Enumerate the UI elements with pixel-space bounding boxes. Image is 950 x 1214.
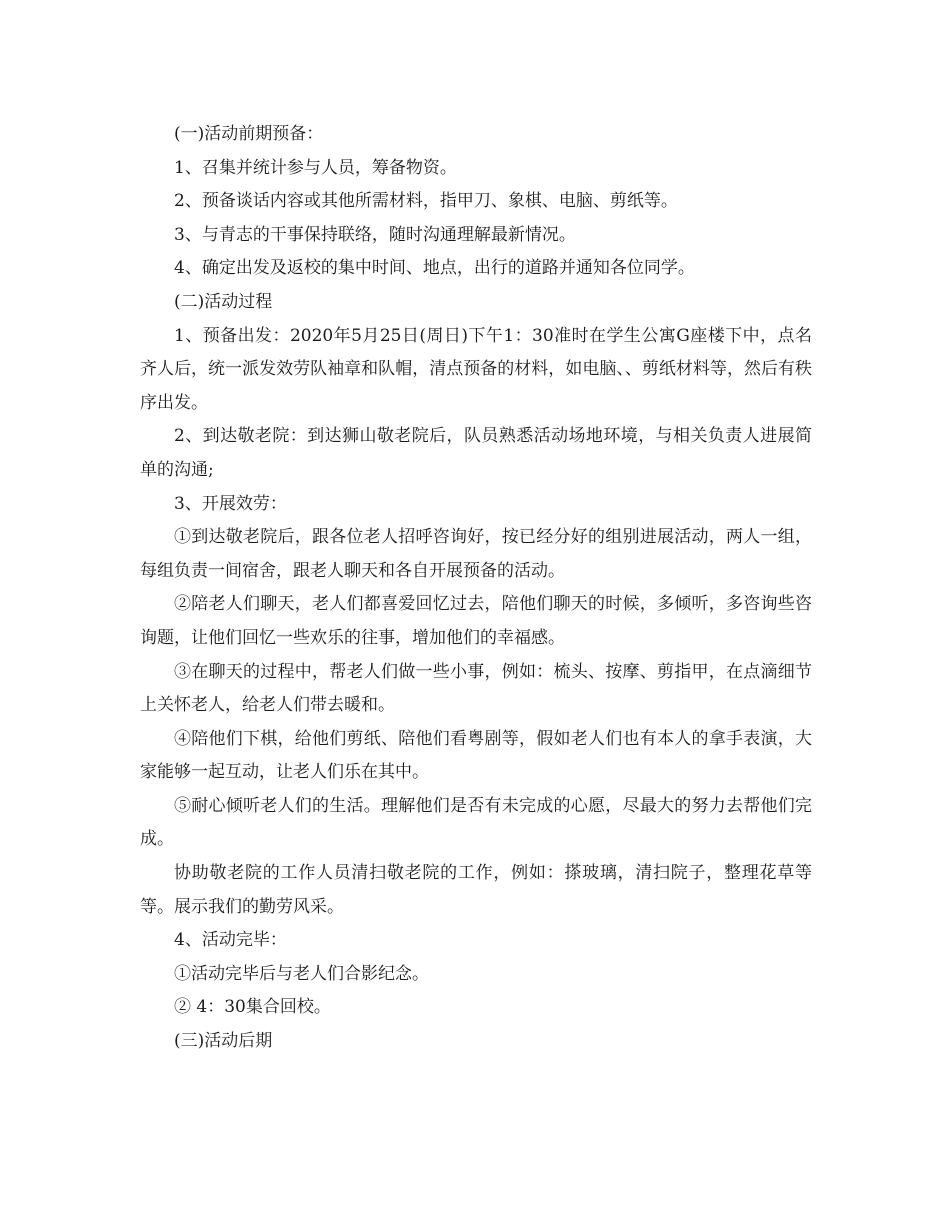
paragraph: 4、确定出发及返校的集中时间、地点，出行的道路并通知各位同学。 (174, 258, 695, 279)
document-page (140, 118, 812, 1059)
paragraph: 2、预备谈话内容或其他所需材料，指甲刀、象棋、电脑、剪纸等。 (174, 191, 678, 212)
paragraph: 3、开展效劳： (174, 493, 287, 514)
section-heading-process: (二)活动过程 (174, 291, 273, 312)
paragraph: 4、活动完毕： (174, 930, 287, 951)
paragraph: ②陪老人们聊天，老人们都喜爱回忆过去，陪他们聊天的时候，多倾听，多咨询些咨询题，让他们回忆一些欢乐的往事，增加他们的幸福感。 (140, 594, 812, 648)
paragraph: ④陪他们下棋，给他们剪纸、陪他们看粤剧等，假如老人们也有本人的拿手表演，大家能够一起互动，让老人们乐在其中。 (140, 728, 812, 783)
section-heading-preparation: (一)活动前期预备： (174, 124, 324, 144)
paragraph: ② 4：30集合回校。 (174, 997, 331, 1018)
paragraph: 协助敬老院的工作人员清扫敬老院的工作，例如：搽玻璃，清扫院子，整理花草等等。展示我们的勤劳风采。 (140, 863, 812, 917)
paragraph: 3、与青志的干事保持联络，随时沟通理解最新情况。 (174, 224, 576, 245)
paragraph: 1、召集并统计参与人员，筹备物资。 (174, 157, 457, 178)
paragraph: ①到达敬老院后，跟各位老人招呼咨询好，按已经分好的组别进展活动，两人一组，每组负责一间宿舍，跟老人聊天和各自开展预备的活动。 (140, 527, 812, 581)
paragraph: ①活动完毕后与老人们合影纪念。 (174, 963, 429, 984)
section-heading-later-stage: (三)活动后期 (174, 1031, 273, 1052)
paragraph: ③在聊天的过程中，帮老人们做一些小事，例如：梳头、按摩、剪指甲，在点滴细节上关怀老人，给老人们带去暖和。 (140, 661, 812, 716)
paragraph: 2、到达敬老院：到达狮山敬老院后，队员熟悉活动场地环境，与相关负责人进展简单的沟通; (140, 426, 812, 480)
paragraph: 1、预备出发：2020年5月25日(周日)下午1：30准时在学生公寓G座楼下中，点名齐人后，统一派发效劳队袖章和队帽，清点预备的材料，如电脑、、剪纸材料等，然后有秩序出发。 (140, 325, 812, 413)
paragraph: ⑤耐心倾听老人们的生活。理解他们是否有未完成的心愿，尽最大的努力去帮他们完成。 (140, 795, 812, 850)
